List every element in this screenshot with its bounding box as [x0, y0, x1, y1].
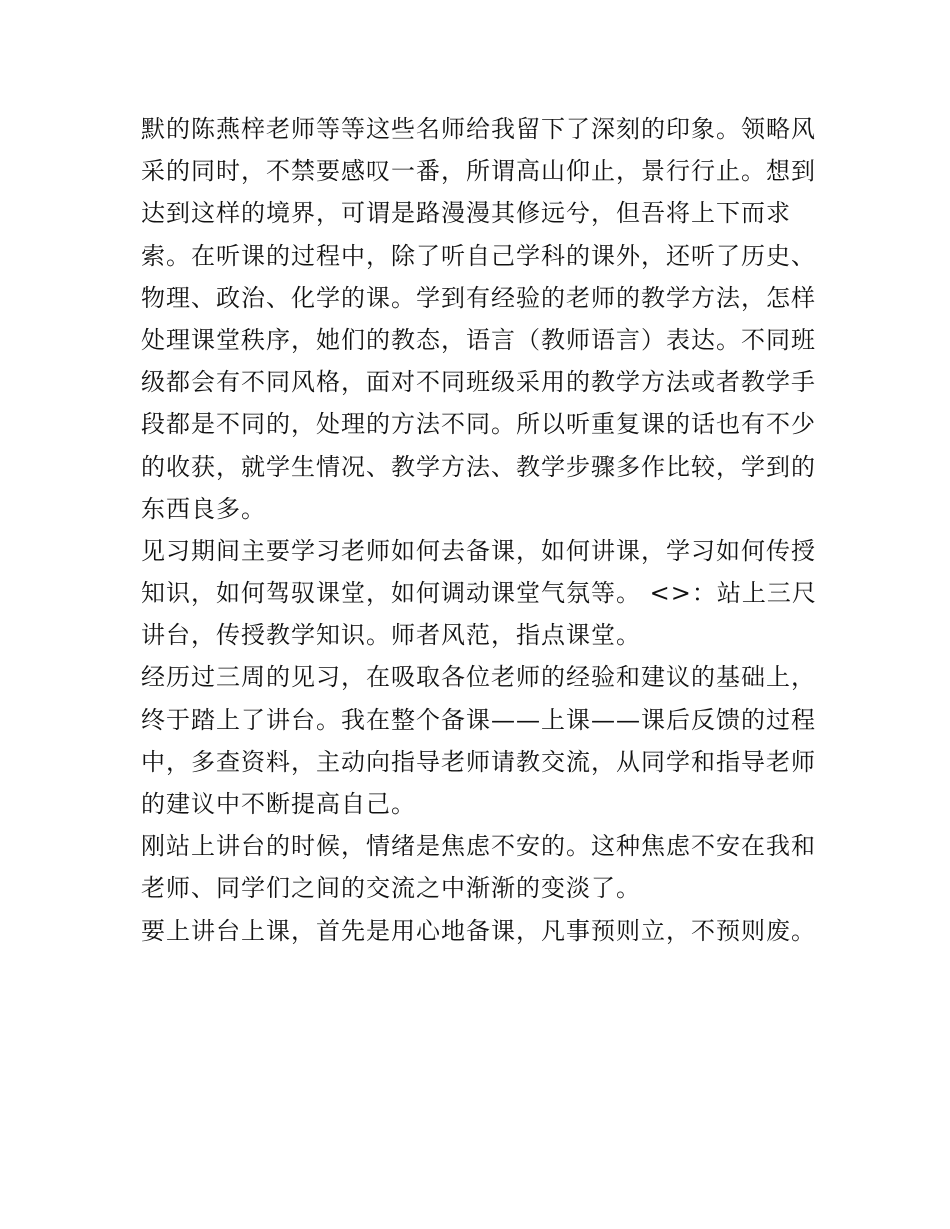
text-line: 中，多查资料，主动向指导老师请教交流，从同学和指导老师 — [141, 747, 816, 776]
text-line: 达到这样的境界，可谓是路漫漫其修远兮，但吾将上下而求 — [141, 199, 791, 228]
document-body — [141, 108, 821, 952]
text-line: 的收获，就学生情况、教学方法、教学步骤多作比较，学到的 — [141, 452, 816, 481]
text-line: 东西良多。 — [141, 494, 266, 523]
text-line: 见习期间主要学习老师如何去备课，如何讲课，学习如何传授 — [141, 536, 816, 565]
text-line: 老师、同学们之间的交流之中渐渐的变淡了。 — [141, 874, 641, 903]
text-line: 知识，如何驾驭课堂，如何调动课堂气氛等。 <>：站上三尺 — [141, 579, 817, 608]
text-line: 默的陈燕梓老师等等这些名师给我留下了深刻的印象。领略风 — [141, 115, 816, 143]
text-line: 的建议中不断提高自己。 — [141, 790, 416, 818]
text-line: 刚站上讲台的时候，情绪是焦虑不安的。这种焦虑不安在我和 — [141, 832, 816, 861]
text-line: 物理、政治、化学的课。学到有经验的老师的教学方法，怎样 — [141, 283, 816, 312]
text-line: 采的同时，不禁要感叹一番，所谓高山仰止，景行行止。想到 — [141, 157, 816, 186]
text-line: 讲台，传授教学知识。师者风范，指点课堂。 — [141, 621, 641, 650]
text-line: 索。在听课的过程中，除了听自己学科的课外，还听了历史、 — [141, 241, 816, 270]
text-line: 段都是不同的，处理的方法不同。所以听重复课的话也有不少 — [141, 410, 816, 439]
text-line: 终于踏上了讲台。我在整个备课——上课——课后反馈的过程 — [141, 705, 816, 734]
text-line: 经历过三周的见习，在吸取各位老师的经验和建议的基础上， — [141, 663, 816, 692]
text-line: 级都会有不同风格，面对不同班级采用的教学方法或者教学手 — [141, 368, 816, 397]
text-line: 处理课堂秩序，她们的教态，语言（教师语言）表达。不同班 — [141, 325, 816, 354]
text-line: 要上讲台上课，首先是用心地备课，凡事预则立，不预则废。 — [141, 916, 816, 945]
